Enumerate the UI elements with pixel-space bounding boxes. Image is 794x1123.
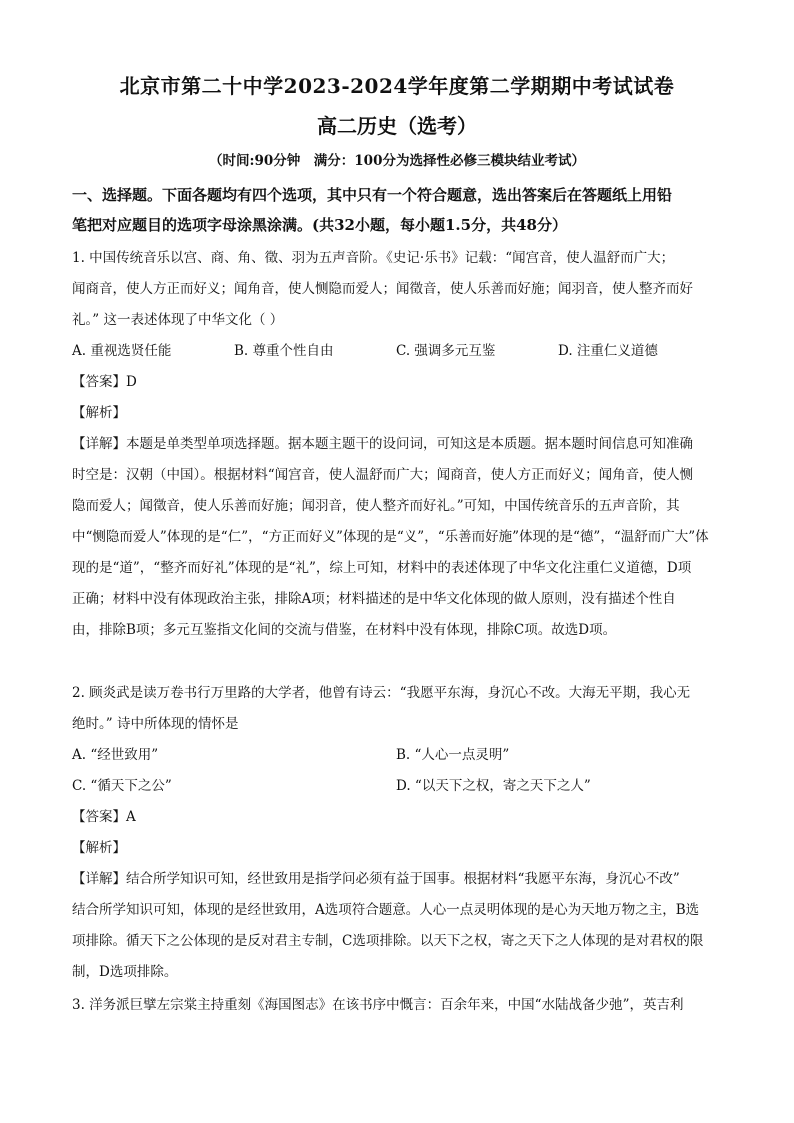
q2-detail-line: 结合所学知识可知，体现的是经世致用，A选项符合题意。人心一点灵明体现的是心为天地万物之主，B选	[72, 902, 700, 918]
q1-detail-line: 中“恻隐而爱人”体现的是“仁”，“方正而好义”体现的是“义”，“乐善而好施”体现的是“德”，“温舒而广大”体	[72, 529, 709, 545]
q2-analysis-label: 【解析】	[72, 840, 126, 856]
q1-option-c: C. 强调多元互鉴	[396, 343, 496, 359]
q1-option-a: A. 重视选贤任能	[72, 343, 172, 359]
q1-detail-line: 隐而爱人；闻徵音，使人乐善而好施；闻羽音，使人整齐而好礼。”可知，中国传统音乐的五声音阶，其	[72, 498, 680, 514]
q3-stem-line: 3. 洋务派巨擘左宗棠主持重刻《海国图志》在该书序中慨言：百余年来，中国“水陆战备少弛”，英吉利	[72, 997, 684, 1013]
q2-option-b: B. “人心一点灵明”	[396, 747, 510, 763]
q2-detail-line: 【详解】结合所学知识可知，经世致用是指学问必须有益于国事。根据材料“我愿平东海，身沉心不改”	[72, 871, 680, 887]
q2-stem-line: 绝时。” 诗中所体现的情怀是	[72, 716, 239, 732]
q2-option-c: C. “循天下之公”	[72, 778, 172, 794]
q1-option-b: B. 尊重个性自由	[234, 343, 334, 359]
q1-stem-line: 闻商音，使人方正而好义；闻角音，使人恻隐而爱人；闻徵音，使人乐善而好施；闻羽音，使人整齐而好	[72, 281, 693, 297]
q2-option-a: A. “经世致用”	[72, 747, 159, 763]
q2-stem-line: 2. 顾炎武是读万卷书行万里路的大学者，他曾有诗云：“我愿平东海，身沉心不改。大海无平期，我心无	[72, 685, 691, 701]
q2-detail-line: 制，D选项排除。	[72, 964, 178, 980]
q1-detail-line: 时空是：汉朝（中国）。根据材料“闻宫音，使人温舒而广大；闻商音，使人方正而好义；闻角音，使人恻	[72, 467, 694, 483]
q1-stem-line: 礼。” 这一表述体现了中华文化（ ）	[72, 312, 284, 328]
q2-detail-line: 项排除。循天下之公体现的是反对君主专制，C选项排除。以天下之权，寄之天下之人体现的是对君权的限	[72, 933, 704, 949]
q1-option-d: D. 注重仁义道德	[558, 343, 658, 359]
q2-option-d: D. “以天下之权，寄之天下之人”	[396, 778, 591, 794]
q1-answer: 【答案】D	[72, 374, 137, 390]
exam-note: （时间:90分钟 满分：100分为选择性必修三模块结业考试）	[209, 153, 585, 169]
q1-detail-line: 【详解】本题是单类型单项选择题。据本题主题干的设问词，可知这是本质题。据本题时间信息可知准确	[72, 436, 693, 452]
section-heading-line-1: 一、选择题。下面各题均有四个选项，其中只有一个符合题意，选出答案后在答题纸上用铅	[72, 186, 673, 204]
q1-detail-line: 由，排除B项；多元互鉴指文化间的交流与借鉴，在材料中没有体现，排除C项。故选D项。	[72, 622, 617, 638]
q1-detail-line: 现的是“道”，“整齐而好礼”体现的是“礼”，综上可知，材料中的表述体现了中华文化注重仁义道德，D项	[72, 560, 692, 576]
q1-stem-line: 1. 中国传统音乐以宫、商、角、徵、羽为五声音阶。《史记·乐书》记载：“闻宫音，使人温舒而广大；	[72, 250, 675, 266]
section-heading-line-2: 笔把对应题目的选项字母涂黑涂满。(共32小题，每小题1.5分，共48分）	[72, 216, 567, 234]
exam-subtitle: 高二历史（选考）	[317, 114, 477, 138]
q1-detail-line: 正确；材料中没有体现政治主张，排除A项；材料描述的是中华文化体现的做人原则，没有描述个性自	[72, 591, 676, 607]
q2-answer: 【答案】A	[72, 809, 136, 825]
exam-title: 北京市第二十中学2023-2024学年度第二学期期中考试试卷	[119, 74, 675, 98]
q1-analysis-label: 【解析】	[72, 405, 126, 421]
